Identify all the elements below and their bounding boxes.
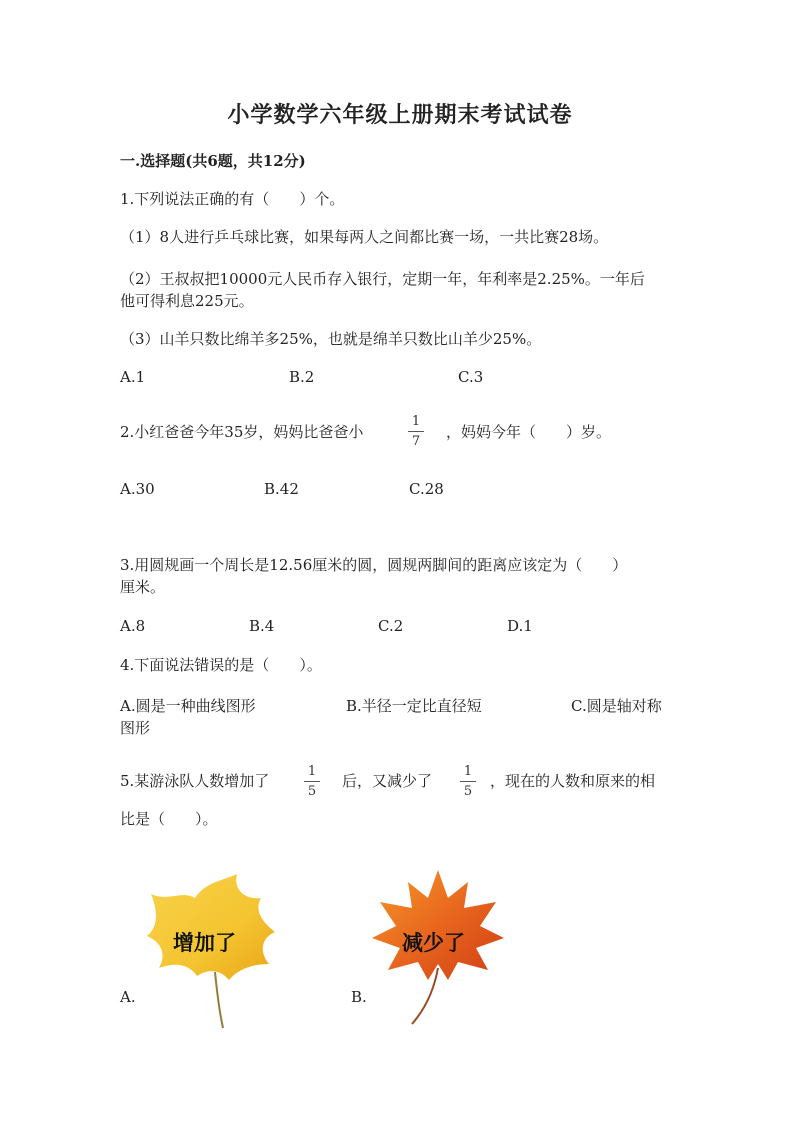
q5-stem-line2: 比是（ ）。 bbox=[120, 810, 218, 828]
q3-stem-line2: 厘米。 bbox=[120, 578, 166, 596]
q5-fraction-1-numerator: 1 bbox=[307, 764, 317, 779]
q1-statement-3: （3）山羊只数比绵羊多25%，也就是绵羊只数比山羊少25%。 bbox=[120, 330, 542, 348]
q1-statement-2a: （2）王叔叔把10000元人民币存入银行，定期一年，年利率是2.25%。一年后 bbox=[120, 270, 645, 288]
leaf-yellow-stem bbox=[215, 972, 223, 1028]
fraction-bar bbox=[304, 781, 320, 782]
q3-option-a[interactable]: A.8 bbox=[120, 617, 146, 635]
q4-option-a[interactable]: A.圆是一种曲线图形 bbox=[120, 697, 256, 715]
q2-option-b[interactable]: B.42 bbox=[264, 480, 299, 498]
q5-stem-mid: 后，又减少了 bbox=[342, 772, 433, 790]
q1-option-c[interactable]: C.3 bbox=[458, 368, 484, 386]
q2-stem-post: ，妈妈今年（ ）岁。 bbox=[446, 423, 612, 441]
q4-stem: 4.下面说法错误的是（ ）。 bbox=[120, 656, 322, 674]
q2-stem-pre: 2.小红爸爸今年35岁，妈妈比爸爸小 bbox=[120, 423, 364, 441]
q1-statement-2b: 他可得利息225元。 bbox=[120, 292, 254, 310]
q2-fraction bbox=[408, 414, 424, 449]
q1-stem: 1.下列说法正确的有（ ）个。 bbox=[120, 190, 345, 208]
q5-stem-post: ，现在的人数和原来的相 bbox=[490, 772, 656, 790]
leaf-orange-label: 减少了 bbox=[402, 931, 465, 955]
q5-stem-pre: 5.某游泳队人数增加了 bbox=[120, 772, 270, 790]
q3-stem-line1: 3.用圆规画一个周长是12.56厘米的圆，圆规两脚间的距离应该定为（ ） bbox=[120, 556, 628, 574]
q5-fraction-2-numerator: 1 bbox=[463, 764, 473, 779]
leaf-orange-stem bbox=[412, 968, 438, 1024]
q1-option-a[interactable]: A.1 bbox=[120, 368, 146, 386]
leaf-orange-blade bbox=[372, 870, 504, 980]
q2-option-c[interactable]: C.28 bbox=[409, 480, 444, 498]
q5-option-a[interactable]: A. bbox=[120, 988, 136, 1006]
leaf-yellow-image bbox=[133, 872, 283, 1030]
leaf-yellow-label: 增加了 bbox=[173, 931, 236, 955]
q1-statement-1: （1）8人进行乒乓球比赛，如果每两人之间都比赛一场，一共比赛28场。 bbox=[120, 228, 609, 246]
q5-fraction-2-denominator: 5 bbox=[463, 784, 473, 799]
q2-fraction-numerator: 1 bbox=[411, 414, 421, 429]
q1-option-b[interactable]: B.2 bbox=[289, 368, 315, 386]
leaf-yellow-blade bbox=[147, 874, 275, 980]
q5-option-b[interactable]: B. bbox=[351, 988, 367, 1006]
section-heading: 一.选择题(共6题，共12分) bbox=[120, 152, 306, 170]
q4-option-c-cont: 图形 bbox=[120, 719, 151, 737]
fraction-bar bbox=[460, 781, 476, 782]
q2-fraction-denominator: 7 bbox=[411, 434, 421, 449]
q5-fraction-2 bbox=[460, 764, 476, 799]
q4-option-c[interactable]: C.圆是轴对称 bbox=[571, 697, 662, 715]
q5-fraction-1-denominator: 5 bbox=[307, 784, 317, 799]
q3-option-c[interactable]: C.2 bbox=[378, 617, 404, 635]
q2-option-a[interactable]: A.30 bbox=[120, 480, 155, 498]
page-title: 小学数学六年级上册期末考试试卷 bbox=[227, 102, 573, 128]
fraction-bar bbox=[408, 431, 424, 432]
leaf-orange-image bbox=[368, 868, 508, 1028]
q4-option-b[interactable]: B.半径一定比直径短 bbox=[346, 697, 482, 715]
q3-option-d[interactable]: D.1 bbox=[507, 617, 533, 635]
q5-fraction-1 bbox=[304, 764, 320, 799]
q3-option-b[interactable]: B.4 bbox=[249, 617, 275, 635]
